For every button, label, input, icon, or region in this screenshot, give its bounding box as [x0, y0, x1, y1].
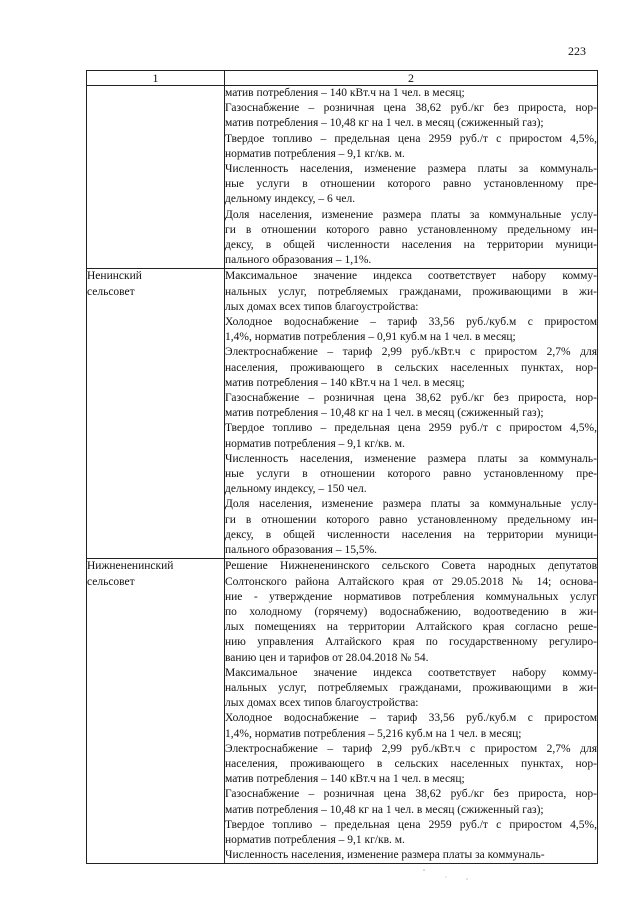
description-paragraph — [225, 559, 597, 665]
text-line: нальных услуг, потребляемых гражданами, проживающими в жи- — [225, 681, 597, 694]
text-line: Решение Нижнененинского сельского Совета народных депутатов — [225, 560, 597, 573]
text-line: нальных услуг, потребляемых гражданами, проживающими в жи- — [225, 285, 597, 298]
text-line: Твердое топливо – предельная цена 2959 руб./т с приростом 4,5%, — [225, 818, 597, 831]
description-paragraph — [225, 345, 597, 391]
text-line: ванию цен и тарифов от 28.04.2018 № 54. — [225, 651, 429, 664]
text-line: дексу, в общей численности населения на территории муници- — [225, 528, 597, 541]
description-paragraph — [225, 666, 597, 712]
text-line: матив потребления – 10,48 кг на 1 чел. в месяц (сжиженный газ); — [225, 117, 544, 130]
description-paragraph — [225, 269, 597, 315]
text-line: дельному индексу, – 6 чел. — [225, 193, 356, 206]
text-line: Численность населения, изменение размера платы за коммуналь- — [225, 849, 545, 862]
text-line: дексу, в общей численности населения на территории муници- — [225, 239, 597, 252]
text-line: населения, проживающего в сельских населенных пунктах, нор- — [225, 361, 597, 374]
text-line: матив потребления – 140 кВт.ч на 1 чел. в месяц; — [225, 376, 465, 389]
text-line: Электроснабжение – тариф 2,99 руб./кВт.ч с приростом 2,7% для — [225, 346, 597, 359]
municipality-name-cell — [87, 559, 225, 864]
text-line: норматив потребления – 9,1 кг/кв. м. — [225, 437, 405, 450]
text-line: матив потребления – 10,48 кг на 1 чел. в месяц (сжиженный газ); — [225, 803, 544, 816]
description-cell — [225, 269, 598, 559]
description-paragraph — [225, 391, 597, 421]
text-line: по холодному (горячему) водоснабжению, водоотведению в жи- — [225, 605, 597, 618]
text-line: норматив потребления – 9,1 кг/кв. м. — [225, 147, 405, 160]
text-line: дельному индексу, – 150 чел. — [225, 483, 367, 496]
description-paragraph — [225, 711, 597, 741]
municipality-name-line: Ненинский — [87, 270, 142, 283]
page-number: 223 — [568, 44, 586, 58]
table-row — [87, 559, 598, 864]
description-paragraph — [225, 132, 597, 162]
municipality-name-line: сельсовет — [87, 575, 135, 588]
text-line: матив потребления – 10,48 кг на 1 чел. в месяц (сжиженный газ); — [225, 407, 544, 420]
text-line: Газоснабжение – розничная цена 38,62 руб./кг без прироста, нор- — [225, 102, 597, 115]
text-line: ные услуги в отношении которого равно установленному пре- — [225, 178, 597, 191]
text-line: ные услуги в отношении которого равно установленному пре- — [225, 468, 597, 481]
column-header-2: 2 — [225, 71, 598, 86]
municipality-name-cell — [87, 86, 225, 269]
description-cell — [225, 86, 598, 269]
description-paragraph — [225, 848, 597, 863]
description-paragraph — [225, 162, 597, 208]
text-line: лых домах всех типов благоустройства: — [225, 697, 419, 710]
description-cell — [225, 559, 598, 864]
table-header-row — [87, 71, 598, 86]
text-line: Твердое топливо – предельная цена 2959 руб./т с приростом 4,5%, — [225, 422, 597, 435]
description-paragraph — [225, 101, 597, 131]
text-line: норматив потребления – 9,1 кг/кв. м. — [225, 833, 405, 846]
text-line: лых помещениях на территории Алтайского края согласно реше- — [225, 621, 597, 634]
text-line: лых домах всех типов благоустройства: — [225, 300, 419, 313]
table-row — [87, 86, 598, 269]
text-line: пального образования – 15,5%. — [225, 544, 378, 557]
text-line: 1,4%, норматив потребления – 5,216 куб.м на 1 чел. в месяц; — [225, 727, 522, 740]
text-line: Холодное водоснабжение – тариф 33,56 руб./куб.м с приростом — [225, 712, 597, 725]
description-paragraph — [225, 208, 597, 269]
description-paragraph — [225, 818, 597, 848]
text-line: Доля населения, изменение размера платы за коммунальные услу- — [225, 498, 597, 511]
description-paragraph — [225, 315, 597, 345]
municipality-name-line: Нижнененинский — [87, 560, 174, 573]
tariff-table — [86, 70, 598, 864]
text-line: Максимальное значение индекса соответствует набору комму- — [225, 666, 597, 679]
scan-noise — [420, 866, 480, 886]
text-line: ги в отношении которого равно установленному предельному ин- — [225, 223, 597, 236]
description-paragraph — [225, 452, 597, 498]
text-line: нию управления Алтайского края по государственному регулиро- — [225, 636, 597, 649]
table-row — [87, 269, 598, 559]
text-line: населения, проживающего в сельских населенных пунктах, нор- — [225, 757, 597, 770]
text-line: Газоснабжение – розничная цена 38,62 руб./кг без прироста, нор- — [225, 788, 597, 801]
text-line: ги в отношении которого равно установленному предельному ин- — [225, 513, 597, 526]
description-paragraph — [225, 497, 597, 558]
description-paragraph — [225, 86, 597, 101]
text-line: Холодное водоснабжение – тариф 33,56 руб./куб.м с приростом — [225, 316, 597, 329]
municipality-name-cell — [87, 269, 225, 559]
text-line: Солтонского района Алтайского края от 29.05.2018 № 14; основа- — [225, 575, 597, 588]
text-line: Электроснабжение – тариф 2,99 руб./кВт.ч с приростом 2,7% для — [225, 742, 597, 755]
description-paragraph — [225, 787, 597, 817]
text-line: Газоснабжение – розничная цена 38,62 руб./кг без прироста, нор- — [225, 392, 597, 405]
text-line: ние - утверждение нормативов потребления коммунальных услуг — [225, 590, 597, 603]
text-line: матив потребления – 140 кВт.ч на 1 чел. в месяц; — [225, 773, 465, 786]
text-line: Доля населения, изменение размера платы за коммунальные услу- — [225, 208, 597, 221]
text-line: Численность населения, изменение размера платы за коммуналь- — [225, 452, 597, 465]
text-line: Твердое топливо – предельная цена 2959 руб./т с приростом 4,5%, — [225, 132, 597, 145]
text-line: пального образования – 1,1%. — [225, 254, 372, 267]
text-line: матив потребления – 140 кВт.ч на 1 чел. в месяц; — [225, 87, 465, 99]
text-line: Максимальное значение индекса соответствует набору комму- — [225, 270, 597, 283]
description-paragraph — [225, 421, 597, 451]
column-header-1: 1 — [87, 71, 225, 86]
description-paragraph — [225, 742, 597, 788]
text-line: 1,4%, норматив потребления – 0,91 куб.м на 1 чел. в месяц; — [225, 331, 516, 344]
text-line: Численность населения, изменение размера платы за коммуналь- — [225, 163, 597, 176]
municipality-name-line: сельсовет — [87, 285, 135, 298]
